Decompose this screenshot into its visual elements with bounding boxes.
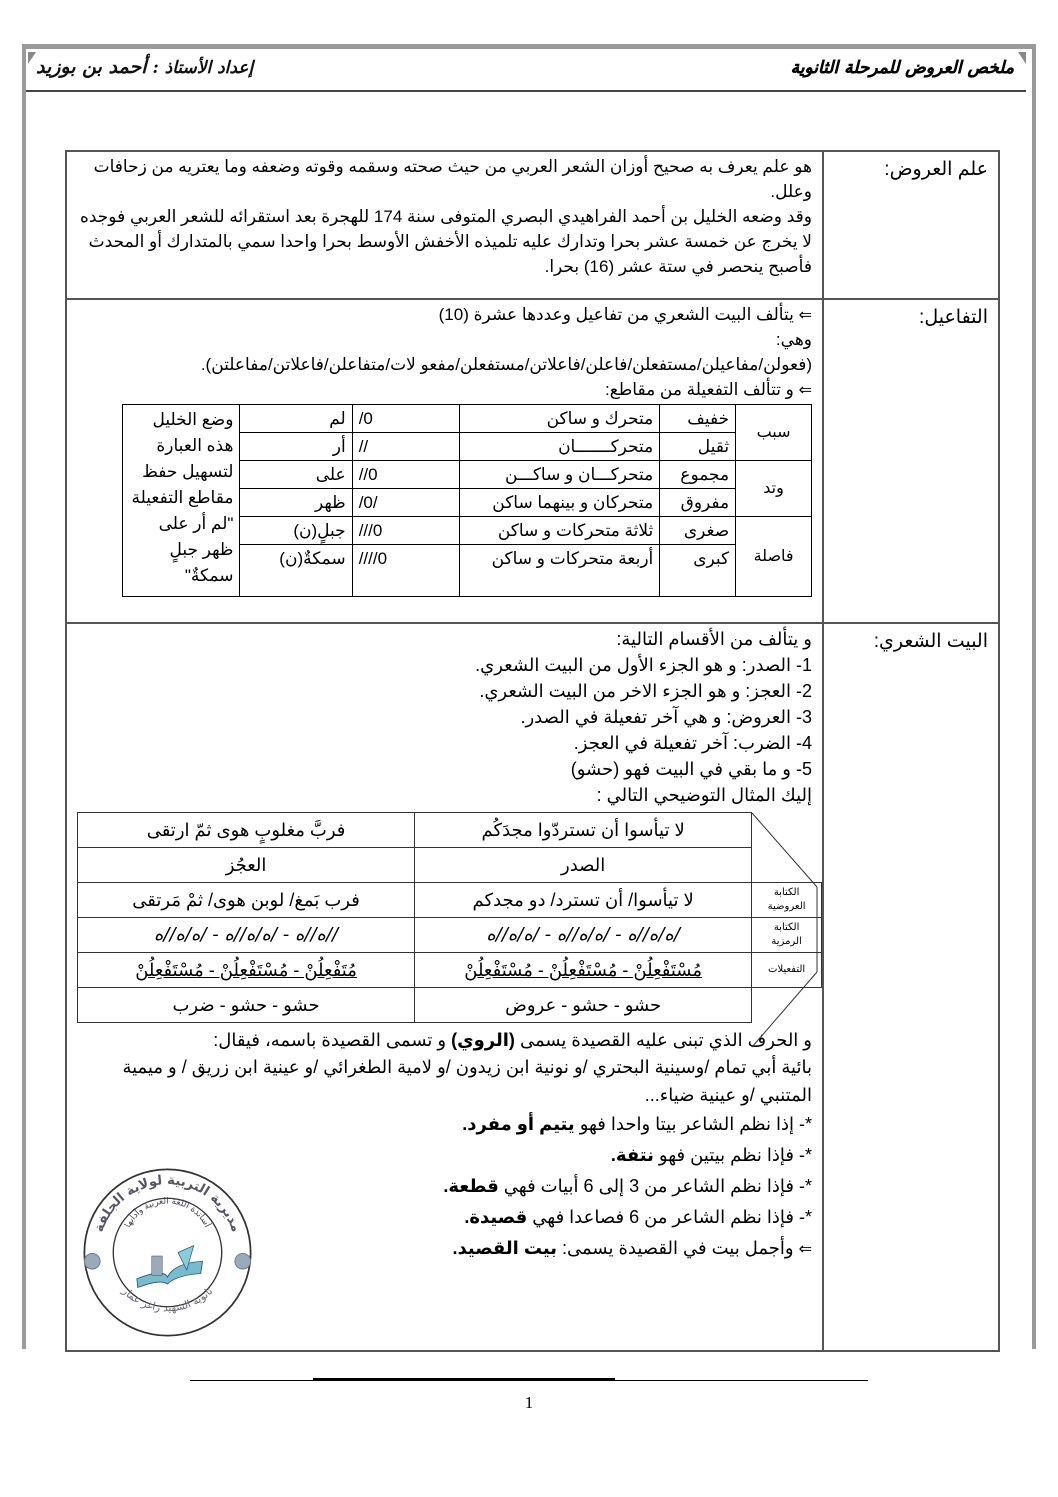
- count-line: [77, 1109, 812, 1140]
- count-term: نتفة.: [610, 1145, 654, 1165]
- segment-type: خفيف: [660, 405, 736, 433]
- author-name: أحمد بن بوزيد: [36, 56, 147, 78]
- segment-example: جبلٍ(ن): [240, 517, 352, 545]
- sadr-cell: /ه/ه//ه - /ه/ه//ه - /ه/ه//ه: [415, 918, 752, 953]
- example-label-bracket: [752, 812, 822, 1048]
- ajz-cell: مُتَفْعِلُنْ - مُسْتَفْعِلُنْ - مُسْتَفْعِلُنْ: [78, 953, 415, 988]
- stamp-bottom-text: ثانوية الشهيد زاغز عمار: [119, 1285, 216, 1315]
- segment-symbol: //0: [352, 461, 459, 489]
- count-term: قصيدة.: [464, 1207, 528, 1227]
- bayt-part: 3- العروض: و هي آخر تفعيلة في الصدر.: [520, 707, 812, 727]
- bayt-part: 4- الضرب: آخر تفعيلة في العجز.: [573, 733, 812, 753]
- tafaeel-wahiya: وهي:: [775, 330, 812, 349]
- segment-symbol: /0: [352, 405, 459, 433]
- page-header: [26, 50, 1026, 92]
- section-label-bayt: البيت الشعري:: [823, 623, 999, 1351]
- segment-symbol: ////0: [352, 545, 459, 597]
- example-table: [77, 812, 822, 1023]
- section-arud: [66, 151, 999, 299]
- tafaeel-intro: يتألف البيت الشعري من تفاعيل وعددها عشرة (10): [438, 305, 794, 324]
- example-row-arudi: [78, 883, 822, 918]
- section-label-tafaeel: التفاعيل:: [823, 299, 999, 623]
- section-content-arud: [66, 151, 823, 299]
- sadr-label: الصدر: [415, 848, 752, 883]
- segment-example: ظهر: [240, 489, 352, 517]
- open-book-icon: [137, 1246, 203, 1288]
- sadr-cell: مُسْتَفْعِلُنْ - مُسْتَفْعِلُنْ - مُسْتَفْعِلُنْ: [415, 953, 752, 988]
- bayt-part: 5- و ما بقي في البيت فهو (حشو): [570, 759, 812, 779]
- example-row-label: الكتابة العروضية: [752, 883, 822, 918]
- section-tafaeel: [66, 299, 999, 623]
- example-row-parts: [78, 848, 822, 883]
- segment-desc: متحركـــان و ساكـــن: [459, 461, 660, 489]
- count-term: يتيم أو مفرد.: [462, 1114, 575, 1134]
- count-text: *- فإذا نظم الشاعر من 6 فصاعدا فهي: [532, 1207, 812, 1227]
- example-row-roles: [78, 988, 822, 1023]
- stamp-rosette-icon: [235, 1253, 251, 1269]
- segment-type: كبرى: [660, 545, 736, 597]
- ajz-verse: فربَّ مغلوبٍ هوى ثمّ ارتقى: [78, 813, 415, 848]
- count-term: قطعة.: [443, 1176, 499, 1196]
- tafaeel-list: (فعولن/مفاعيلن/مستفعلن/فاعلن/فاعلاتن/مستفعلن/مفعو لات/متفاعلن/فاعلاتن/مفاعلتن).: [200, 355, 812, 374]
- bayt-part: 1- الصدر: و هو الجزء الأول من البيت الشعري.: [475, 655, 812, 675]
- segment-symbol: ///0: [352, 517, 459, 545]
- segment-group: وتد: [736, 461, 812, 517]
- footer-rule-thick: [313, 1378, 615, 1381]
- header-title: ملخص العروض للمرحلة الثانوية: [790, 58, 1014, 78]
- sadr-verse: لا تيأسوا أن تستردّوا مجدَكُم: [415, 813, 752, 848]
- sadr-cell: لا تيأسوا/ أن تسترد/ دو مجدكم: [415, 883, 752, 918]
- page-number: 1: [524, 1393, 534, 1412]
- example-row-tafaeel: [78, 953, 822, 988]
- best-verse-term: بيت القصيد.: [452, 1238, 557, 1258]
- stamp-inner-text: أساتذة اللغة العربية وآدابها: [123, 1196, 212, 1230]
- bayt-part: 2- العجز: و هو الجزء الاخر من البيت الشعري.: [479, 681, 812, 701]
- header-author: [36, 56, 253, 78]
- rawiy-term: (الروي): [451, 1030, 515, 1050]
- segment-symbol: /0/: [352, 489, 459, 517]
- segments-intro-line: [77, 377, 812, 402]
- prepared-by-label: إعداد الأستاذ :: [152, 58, 254, 78]
- stamp-rosette-icon: [84, 1253, 100, 1269]
- rawiy-before: و الحرف الذي تبنى عليه القصيدة يسمى: [519, 1030, 812, 1050]
- example-table-wrap: [77, 812, 822, 1023]
- arrow-icon: ⇐: [798, 305, 812, 324]
- segment-example: أر: [240, 433, 352, 461]
- arud-history: وقد وضعه الخليل بن أحمد الفراهيدي البصري المتوفى سنة 174 للهجرة بعد استقرائه للشعر العربي فوجده لا يخرج عن خمسة عشر بحرا وتدارك عليه تلميذه الأخفش الأوسط بحرا واحدا سمي بالمتدارك أو المحدث فأصبح ينحصر في ستة عشر (16) بحرا.: [79, 207, 812, 276]
- section-content-tafaeel: [66, 299, 823, 623]
- segment-example: على: [240, 461, 352, 489]
- example-intro: إليك المثال التوضيحي التالي :: [596, 785, 812, 805]
- segments-table: [122, 404, 812, 597]
- count-text: *- فإذا نظم الشاعر من 3 إلى 6 أبيات فهي: [503, 1176, 812, 1196]
- arrow-icon: ⇐: [798, 380, 812, 399]
- section-label-arud: علم العروض:: [823, 151, 999, 299]
- example-row-label: التفعيلات: [752, 953, 822, 988]
- segment-type: صغرى: [660, 517, 736, 545]
- ajz-cell: //ه//ه - /ه/ه//ه - /ه/ه//ه: [78, 918, 415, 953]
- segment-desc: متحركان و بينهما ساكن: [459, 489, 660, 517]
- count-text: *- فإذا نظم بيتين فهو: [658, 1145, 812, 1165]
- segment-type: مفروق: [660, 489, 736, 517]
- segment-desc: متحرك و ساكن: [459, 405, 660, 433]
- stamp-outer-text: مديرية التربية لولاية الجلفة: [91, 1173, 244, 1235]
- ajz-label: العجُز: [78, 848, 415, 883]
- bayt-intro: و يتألف من الأقسام التالية:: [616, 629, 812, 649]
- best-verse-text: وأجمل بيت في القصيدة يسمى:: [562, 1238, 794, 1258]
- segment-desc: ثلاثة متحركات و ساكن: [459, 517, 660, 545]
- segments-intro: و تتألف التفعيلة من مقاطع:: [605, 380, 794, 399]
- segment-desc: متحركـــــــان: [459, 433, 660, 461]
- example-row-label: الكتابة الرمزية: [752, 918, 822, 953]
- tafaeel-intro-line: [77, 302, 812, 327]
- segment-row: [123, 405, 812, 433]
- rawiy-line: [77, 1027, 812, 1053]
- segment-example: سمكةٌ(ن): [240, 545, 352, 597]
- segments-mnemonic-note: وضع الخليل هذه العبارة لتسهيل حفظ مقاطع التفعيلة "لم أر على ظهر جبلٍ سمكةٌ": [123, 405, 240, 597]
- ajz-cell: حشو - حشو - ضرب: [78, 988, 415, 1023]
- rawiy-after: و تسمى القصيدة باسمه، فيقال:: [213, 1030, 447, 1050]
- famous-poems: بائية أبي تمام /وسينية البحتري /و نونية ابن زيدون /و لامية الطغرائي /و عينية ابن زريق / و ميمية المتنبي /و عينية ضياء...: [122, 1057, 812, 1105]
- example-row-verse: [78, 813, 822, 848]
- segment-type: مجموع: [660, 461, 736, 489]
- count-text: *- إذا نظم الشاعر بيتا واحدا فهو: [579, 1114, 812, 1134]
- segment-group: فاصلة: [736, 517, 812, 597]
- segment-symbol: //: [352, 433, 459, 461]
- arrow-icon: ⇐: [798, 1239, 812, 1258]
- segment-desc: أربعة متحركات و ساكن: [459, 545, 660, 597]
- arud-definition: هو علم يعرف به صحيح أوزان الشعر العربي من حيث صحته وسقمه وقوته وضعفه وما يعتريه من زحافات وعلل.: [93, 157, 812, 201]
- sadr-cell: حشو - حشو - عروض: [415, 988, 752, 1023]
- segment-example: لم: [240, 405, 352, 433]
- school-stamp: [80, 1165, 255, 1340]
- ajz-cell: فرب بَمغ/ لوبن هوى/ ثمْ مَرتقى: [78, 883, 415, 918]
- example-row-ramzi: [78, 918, 822, 953]
- segment-type: ثقيل: [660, 433, 736, 461]
- segment-group: سبب: [736, 405, 812, 461]
